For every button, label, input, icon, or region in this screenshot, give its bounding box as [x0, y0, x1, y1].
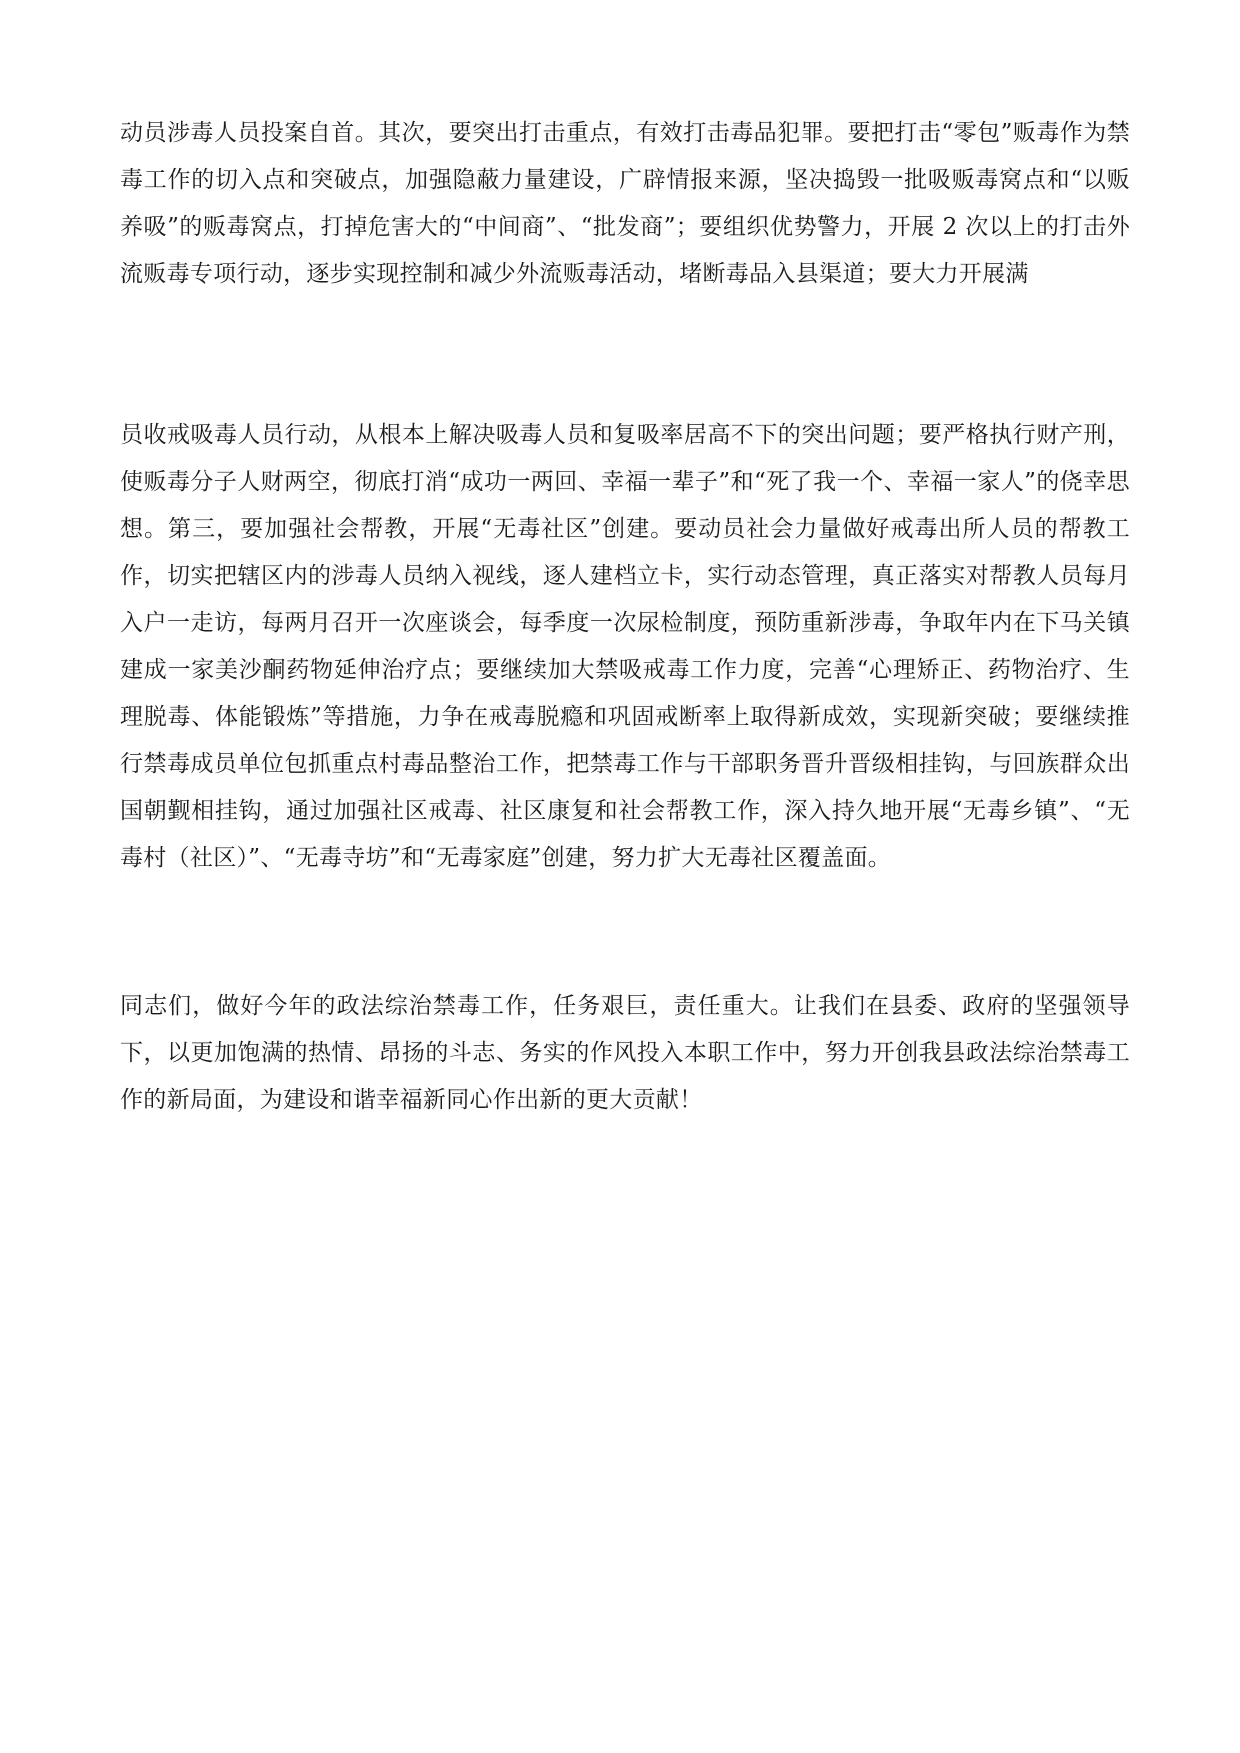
paragraph-2: 员收戒吸毒人员行动，从根本上解决吸毒人员和复吸率居高不下的突出问题；要严格执行财产刑，使贩毒分子人财两空，彻底打消“成功一两回、幸福一辈子”和“死了我一个、幸福一家人”的侥幸思想。第三，要加强社会帮教，开展“无毒社区”创建。要动员社会力量做好戒毒出所人员的帮教工作，切实把辖区内的涉毒人员纳入视线，逐人建档立卡，实行动态管理，真正落实对帮教人员每月入户一走访，每两月召开一次座谈会，每季度一次尿检制度，预防重新涉毒，争取年内在下马关镇建成一家美沙酮药物延伸治疗点；要继续加大禁吸戒毒工作力度，完善“心理矫正、药物治疗、生理脱毒、体能锻炼”等措施，力争在戒毒脱瘾和巩固戒断率上取得新成效，实现新突破；要继续推行禁毒成员单位包抓重点村毒品整治工作，把禁毒工作与干部职务晋升晋级相挂钩，与回族群众出国朝觐相挂钩，通过加强社区戒毒、社区康复和社会帮教工作，深入持久地开展“无毒乡镇”、“无毒村（社区）”、“无毒寺坊”和“无毒家庭”创建，努力扩大无毒社区覆盖面。: [120, 422, 1130, 871]
paragraph-3: 同志们，做好今年的政法综治禁毒工作，任务艰巨，责任重大。让我们在县委、政府的坚强领导下，以更加饱满的热情、昂扬的斗志、务实的作风投入本职工作中，努力开创我县政法综治禁毒工作的新局面，为建设和谐幸福新同心作出新的更大贡献！: [120, 993, 1130, 1113]
paragraph-1: 动员涉毒人员投案自首。其次，要突出打击重点，有效打击毒品犯罪。要把打击“零包”贩毒作为禁毒工作的切入点和突破点，加强隐蔽力量建设，广辟情报来源，坚决捣毁一批吸贩毒窝点和“以贩养吸”的贩毒窝点，打掉危害大的“中间商”、“批发商”；要组织优势警力，开展 2 次以上的打击外流贩毒专项行动，逐步实现控制和减少外流贩毒活动，堵断毒品入县渠道；要大力开展满: [120, 120, 1130, 287]
